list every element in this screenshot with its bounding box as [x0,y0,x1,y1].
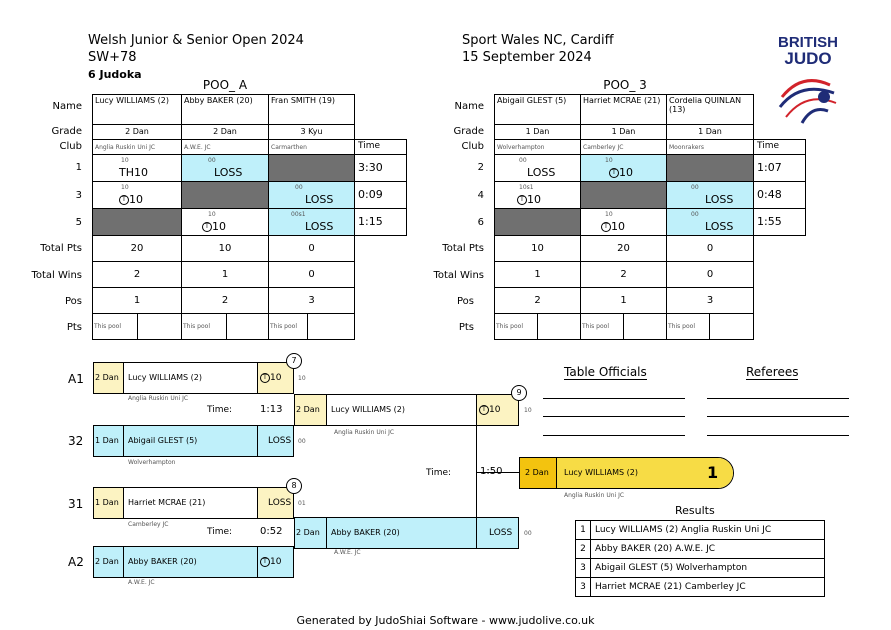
sf1-grade: 2 Dan [294,394,327,426]
pool-a-match-num: 1 [75,162,82,173]
pool-a-total-wins: 2 [92,261,182,288]
pool-a-result-cell: 00s1 LOSS [268,208,355,236]
sf1-name: Lucy WILLIAMS (2) [326,394,477,426]
pool-a-match-num: 5 [75,217,82,228]
b1-score: LOSS [257,487,294,519]
seed-a2: A2 [68,555,84,569]
pool-a-total-pts: 20 [92,235,182,262]
sf2-name: Abby BAKER (20) [326,517,477,549]
pool-b-club-1: Wolverhampton [494,139,581,155]
pool-b-time: 1:07 [753,154,806,182]
sf2-small-score: 00 [524,530,532,537]
name-label: Name [52,101,82,112]
results-table [575,520,825,597]
category: SW+78 [88,50,137,65]
event-date: 15 September 2024 [462,50,592,65]
pool-b-result-cell: 10s1 T 10 [494,181,581,209]
club-label: Club [461,141,484,152]
pool-b-match-num: 2 [477,162,484,173]
venue: Sport Wales NC, Cardiff [462,33,614,48]
pool-b-match-num: 6 [477,217,484,228]
b1-name: Harriet MCRAE (21) [123,487,258,519]
pool-b-grade-3: 1 Dan [666,124,754,140]
sf1-score: T 10 [476,394,519,426]
table-officials-heading: Table Officials [564,365,647,379]
sf2-club: A.W.E. JC [334,549,361,556]
pool-a-time: 0:09 [354,181,407,209]
seed-b2: 32 [68,434,84,448]
sf1-club: Anglia Ruskin Uni JC [334,429,395,436]
grade-label: Grade [51,126,82,137]
results-row: 3 Abigail GLEST (5) Wolverhampton [576,559,824,578]
a2-name: Abby BAKER (20) [123,546,258,578]
pool-a-time-header: Time [354,139,407,155]
pool-a-result-cell: 00 LOSS [268,181,355,209]
pool-b-pos: 3 [666,287,754,314]
event-title: Welsh Junior & Senior Open 2024 [88,33,304,48]
b1-grade: 1 Dan [93,487,124,519]
pool-a-result-cell: 10 T 10 [181,208,269,236]
pool-a-empty-cell [268,154,355,182]
winner-place: 1 [707,463,719,482]
pool-a-time: 3:30 [354,154,407,182]
pool-b-title: POO_ 3 [603,78,647,92]
a2-score: T 10 [257,546,294,578]
match-9-badge: 9 [511,385,527,401]
pool-b-total-wins: 2 [580,261,667,288]
ippon-icon: T [260,373,270,383]
name-label: Name [454,101,484,112]
pool-b-club-2: Camberley JC [580,139,667,155]
ippon-icon: T [601,222,611,232]
pool-a-empty-cell [181,181,269,209]
footer: Generated by JudoShiai Software - www.judolive.co.uk [296,614,595,627]
total-pts-label: Total Pts [40,243,82,254]
pool-a-grade-1: 2 Dan [92,124,182,140]
results-row: 1 Lucy WILLIAMS (2) Anglia Ruskin Uni JC [576,521,824,540]
m9-time-label: Time: [426,468,452,478]
pool-b-time: 1:55 [753,208,806,236]
a1-grade: 2 Dan [93,362,124,394]
ippon-icon: T [260,557,270,567]
m8-time-label: Time: [207,527,233,537]
winner-club: Anglia Ruskin Uni JC [564,492,625,499]
british-judo-logo: BRITISH JUDO [772,34,844,131]
pool-a-club-2: A.W.E. JC [181,139,269,155]
a1-club: Anglia Ruskin Uni JC [128,395,189,402]
pool-b-total-pts: 0 [666,235,754,262]
a1-score: T 10 [257,362,294,394]
b2-score: LOSS [257,425,294,457]
sf1-small-score: 10 [524,407,532,414]
winner-box: Lucy WILLIAMS (2) 1 [556,457,734,489]
pool-a-pos: 2 [181,287,269,314]
pool-b-pos: 1 [580,287,667,314]
total-wins-label: Total Wins [31,270,82,281]
pool-b-result-cell: 10 T 10 [580,154,667,182]
ippon-icon: T [517,195,527,205]
m7-time: 1:13 [260,404,283,415]
a2-grade: 2 Dan [93,546,124,578]
pool-a-player-2: Abby BAKER (20) [181,94,269,125]
pool-a-total-wins: 1 [181,261,269,288]
ippon-icon: T [119,195,129,205]
pool-a-result-cell: 10 T 10 [92,181,182,209]
b1-club: Camberley JC [128,521,169,528]
pool-b-this-pool: This pool [580,313,667,340]
sf2-grade: 2 Dan [294,517,327,549]
pool-a-grade-3: 3 Kyu [268,124,355,140]
total-wins-label: Total Wins [433,270,484,281]
club-label: Club [59,141,82,152]
pool-a-time: 1:15 [354,208,407,236]
b2-club: Wolverhampton [128,459,176,466]
pool-b-result-cell: 10 T 10 [580,208,667,236]
pool-b-player-2: Harriet MCRAE (21) [580,94,667,125]
b2-small-score: 00 [298,438,306,445]
pool-b-club-3: Moonrakers [666,139,754,155]
judoka-count: 6 Judoka [88,68,142,81]
pool-a-result-cell: 10 TH10 [92,154,182,182]
results-row: 3 Harriet MCRAE (21) Camberley JC [576,578,824,596]
pool-a-title: POO_ A [202,78,248,92]
b2-name: Abigail GLEST (5) [123,425,258,457]
pts-label: Pts [66,322,82,333]
b1-small-score: 01 [298,500,306,507]
sf2-score: LOSS [476,517,519,549]
b2-grade: 1 Dan [93,425,124,457]
total-pts-label: Total Pts [442,243,484,254]
results-row: 2 Abby BAKER (20) A.W.E. JC [576,540,824,559]
pool-a-player-1: Lucy WILLIAMS (2) [92,94,182,125]
pool-a-empty-cell [92,208,182,236]
grade-label: Grade [453,126,484,137]
pool-b-grade-1: 1 Dan [494,124,581,140]
pts-label: Pts [458,322,474,333]
pool-a-pos: 1 [92,287,182,314]
winner-grade: 2 Dan [519,457,557,489]
pool-a-club-3: Carmarthen [268,139,355,155]
pool-b-player-3: Cordelia QUINLAN (13) [666,94,754,125]
pool-a-this-pool: This pool [268,313,355,340]
pool-b-result-cell: 00 LOSS [666,181,754,209]
match-8-badge: 8 [286,478,302,494]
pool-a-player-3: Fran SMITH (19) [268,94,355,125]
pool-a-this-pool: This pool [181,313,269,340]
pool-a-this-pool: This pool [92,313,182,340]
pool-a-club-1: Anglia Ruskin Uni JC [92,139,182,155]
pool-b-this-pool: This pool [494,313,581,340]
results-title: Results [675,504,715,517]
pool-b-total-wins: 0 [666,261,754,288]
a2-club: A.W.E. JC [128,579,155,586]
ippon-icon: T [202,222,212,232]
ippon-icon: T [479,405,489,415]
seed-b1: 31 [68,497,84,511]
pos-label: Pos [456,296,474,307]
pool-b-result-cell: 00 LOSS [666,208,754,236]
pool-a-total-pts: 0 [268,235,355,262]
pool-b-match-num: 4 [477,190,484,201]
referees-heading: Referees [746,365,799,379]
match-7-badge: 7 [286,353,302,369]
pool-a-total-wins: 0 [268,261,355,288]
pool-a-grade-2: 2 Dan [181,124,269,140]
pool-b-this-pool: This pool [666,313,754,340]
pool-b-player-1: Abigail GLEST (5) [494,94,581,125]
pool-b-total-wins: 1 [494,261,581,288]
pool-a-pos: 3 [268,287,355,314]
seed-a1: A1 [68,372,84,386]
pool-b-time: 0:48 [753,181,806,209]
a1-name: Lucy WILLIAMS (2) [123,362,258,394]
pool-b-time-header: Time [753,139,806,155]
pool-b-empty-cell [580,181,667,209]
pool-a-match-num: 3 [75,190,82,201]
pool-b-empty-cell [666,154,754,182]
pool-b-total-pts: 20 [580,235,667,262]
pos-label: Pos [64,296,82,307]
pool-b-pos: 2 [494,287,581,314]
pool-a-total-pts: 10 [181,235,269,262]
a1-small-score: 10 [298,375,306,382]
pool-a-result-cell: 00 LOSS [181,154,269,182]
pool-b-empty-cell [494,208,581,236]
m8-time: 0:52 [260,526,283,537]
m7-time-label: Time: [207,405,233,415]
pool-b-total-pts: 10 [494,235,581,262]
judo-figure-icon [772,67,844,127]
pool-b-result-cell: 00 LOSS [494,154,581,182]
pool-b-grade-2: 1 Dan [580,124,667,140]
ippon-icon: T [609,168,619,178]
